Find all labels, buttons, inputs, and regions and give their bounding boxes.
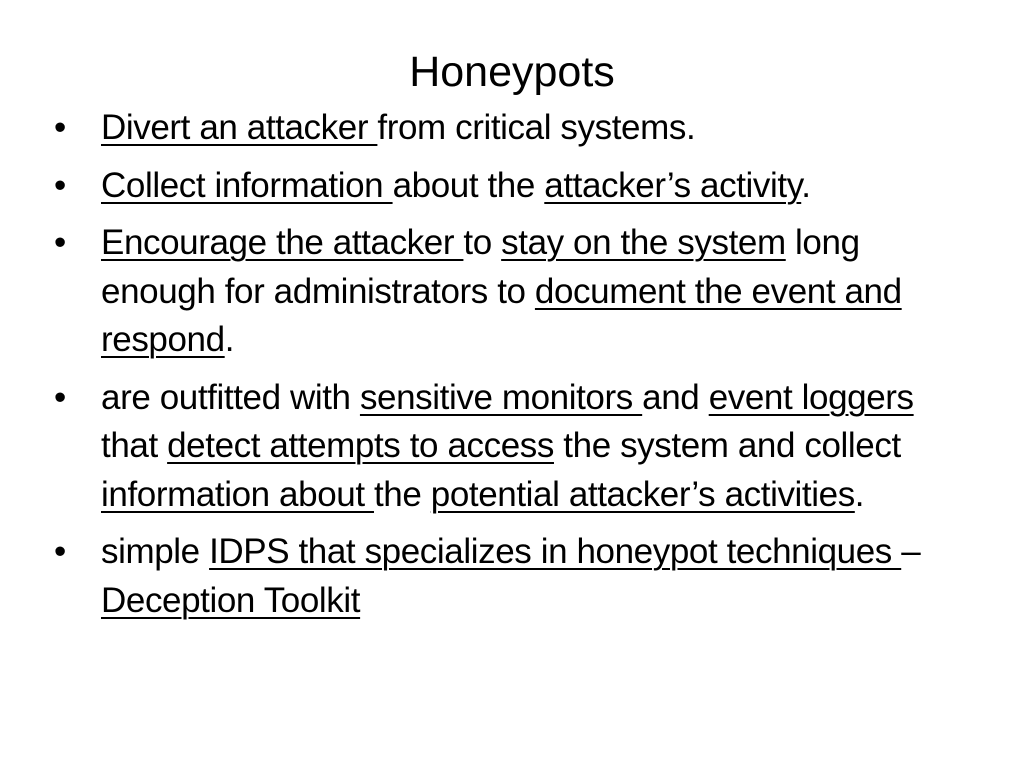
underlined-phrase: attacker’s activity xyxy=(544,165,802,205)
bullet-item xyxy=(52,104,952,153)
bullet-text: that xyxy=(101,426,168,465)
bullet-text: long enough for administrators to xyxy=(101,223,860,311)
bullet-dot-icon: • xyxy=(54,377,66,417)
underlined-phrase: Collect information xyxy=(101,165,393,205)
underlined-phrase: IDPS that specializes in honeypot techniques xyxy=(209,532,902,571)
bullet-text: are outfitted with xyxy=(101,377,360,417)
underlined-phrase: event loggers xyxy=(708,377,914,417)
bullet-text: from critical systems. xyxy=(377,108,696,147)
bullet-item xyxy=(52,219,952,365)
slide-title: Honeypots xyxy=(409,48,615,96)
bullet-text: . xyxy=(801,165,811,205)
underlined-phrase: stay on the system xyxy=(501,223,786,262)
bullet-dot-icon: • xyxy=(54,532,66,571)
bullet-text: to xyxy=(463,223,502,262)
underlined-phrase: Encourage the attacker xyxy=(101,223,464,262)
underlined-phrase: information about xyxy=(101,474,374,514)
underlined-phrase: sensitive monitors xyxy=(359,377,643,417)
underlined-phrase: Deception Toolkit xyxy=(101,580,361,620)
bullet-dot-icon: • xyxy=(54,223,66,262)
bullet-dot-icon: • xyxy=(54,165,66,205)
bullet-text: the xyxy=(373,474,431,514)
bullet-text: about the xyxy=(392,165,545,205)
bullet-text: . xyxy=(224,320,235,359)
bullet-list xyxy=(52,104,952,634)
bullet-item xyxy=(52,162,952,211)
bullet-dot-icon: • xyxy=(54,108,66,147)
bullet-text: and xyxy=(642,377,709,417)
bullet-item xyxy=(52,374,952,520)
bullet-text: – xyxy=(901,532,921,571)
bullet-item xyxy=(52,528,952,625)
bullet-text: simple xyxy=(101,532,210,571)
underlined-phrase: Divert an attacker xyxy=(101,108,378,147)
bullet-text: the system and collect xyxy=(553,426,901,465)
underlined-phrase: potential attacker’s activities xyxy=(430,474,855,514)
underlined-phrase: document the event and respond xyxy=(101,271,902,359)
bullet-text: . xyxy=(854,474,865,514)
underlined-phrase: detect attempts to access xyxy=(167,426,554,465)
